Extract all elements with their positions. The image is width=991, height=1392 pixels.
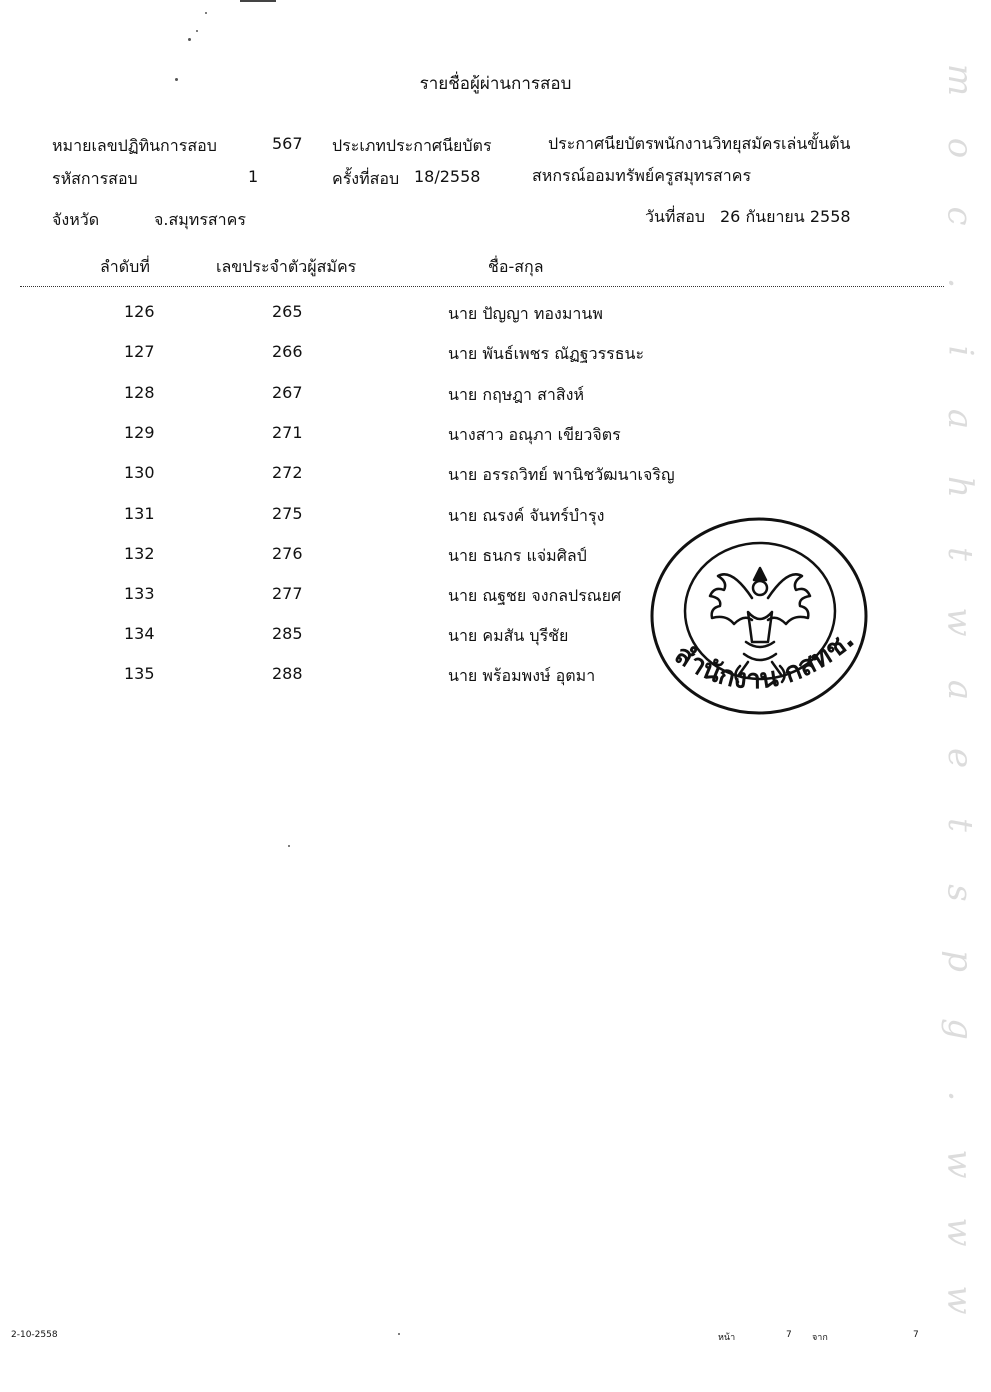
applicant-name: นาย พร้อมพงษ์ อุตมา [448,666,596,685]
header-divider [20,286,944,287]
applicant-id: 266 [272,342,303,361]
column-header-name: ชื่อ-สกุล [488,257,544,276]
row-number: 135 [124,664,155,683]
scan-speck [188,38,191,41]
applicant-name: นาย คมสัน บุรีชัย [448,626,569,645]
watermark-letter: t [939,818,980,833]
exam-calendar-value: 567 [272,134,303,153]
row-number: 131 [124,504,155,523]
applicant-name: นาย กฤษฎา สาสิงห์ [448,385,584,404]
total-pages: 7 [913,1330,919,1340]
province-value: จ.สมุทรสาคร [154,210,246,229]
seal-text: สำนักงาน กสทช. [669,623,861,696]
cert-name-line1: ประกาศนียบัตรพนักงานวิทยุสมัครเล่นขั้นต้น [548,134,851,153]
watermark-letter: p [939,950,980,972]
round-value: 18/2558 [414,167,481,186]
watermark-letter: t [939,547,980,562]
scan-mark [240,0,276,2]
applicant-name: นาย อรรถวิทย์ พานิชวัฒนาเจริญ [448,465,675,484]
watermark-letter: w [939,1217,980,1247]
applicant-name: นาย ปัญญา ทองมานพ [448,304,603,323]
applicant-id: 275 [272,504,303,523]
scan-speck [196,30,198,32]
watermark-letter: i [940,345,980,357]
applicant-id: 288 [272,664,303,683]
row-number: 130 [124,463,155,482]
page-label: หน้า [718,1333,736,1343]
cert-type-label: ประเภทประกาศนียบัตร [332,136,492,155]
of-label: จาก [812,1333,828,1343]
applicant-name: นาย พันธ์เพชร ณัฏฐวรรธนะ [448,344,645,363]
exam-calendar-label: หมายเลขปฏิทินการสอบ [52,136,217,155]
applicant-id: 267 [272,383,303,402]
applicant-id: 272 [272,463,303,482]
watermark-letter: o [939,137,980,159]
watermark-letter: w [939,1149,980,1179]
applicant-name: นาย ณรงค์ จันทร์บำรุง [448,506,605,525]
watermark-letter: . [940,277,980,289]
row-number: 129 [124,423,155,442]
table-row [0,423,900,447]
exam-code-value: 1 [248,167,259,186]
page-number: 7 [786,1330,792,1340]
applicant-id: 265 [272,302,303,321]
watermark-letter: w [939,1285,980,1315]
column-header-applicant-id: เลขประจำตัวผู้สมัคร [216,257,357,276]
watermark [930,60,990,1320]
applicant-id: 276 [272,544,303,563]
watermark-letter: a [940,679,980,701]
row-number: 132 [124,544,155,563]
scan-speck [398,1333,400,1335]
row-number: 134 [124,624,155,643]
row-number: 127 [124,342,155,361]
watermark-letter: g [939,1017,980,1040]
applicant-name: นาย ณฐชย จงกลปรณยศ [448,586,622,605]
watermark-letter: . [940,1091,980,1102]
scan-speck [205,12,207,14]
applicant-id: 285 [272,624,303,643]
watermark-letter: s [939,884,980,902]
official-seal [648,516,870,716]
watermark-letter: m [940,63,980,97]
scan-speck [288,845,290,847]
document-title: รายชื่อผู้ผ่านการสอบ [419,74,572,94]
row-number: 126 [124,302,155,321]
applicant-id: 277 [272,584,303,603]
exam-date-label: วันที่สอบ [645,207,705,226]
table-row [0,383,900,407]
watermark-letter: w [939,607,980,637]
exam-date-value: 26 กันยายน 2558 [720,207,851,226]
watermark-letter: h [940,475,980,498]
watermark-letter: e [940,747,980,768]
table-row [0,342,900,366]
row-number: 128 [124,383,155,402]
round-label: ครั้งที่สอบ [332,169,400,188]
row-number: 133 [124,584,155,603]
watermark-letter: a [940,408,980,429]
exam-code-label: รหัสการสอบ [52,169,138,188]
applicant-id: 271 [272,423,303,442]
column-header-no: ลำดับที่ [100,257,150,276]
applicant-name: นางสาว อณุภา เขียวจิตร [448,425,621,444]
applicant-name: นาย ธนกร แจ่มศิลป์ [448,546,587,565]
print-date: 2-10-2558 [11,1330,58,1340]
province-label: จังหวัด [52,210,100,229]
table-row [0,463,900,487]
watermark-letter: c [939,206,980,226]
table-row [0,302,900,326]
cert-name-line2: สหกรณ์ออมทรัพย์ครูสมุทรสาคร [532,166,752,185]
